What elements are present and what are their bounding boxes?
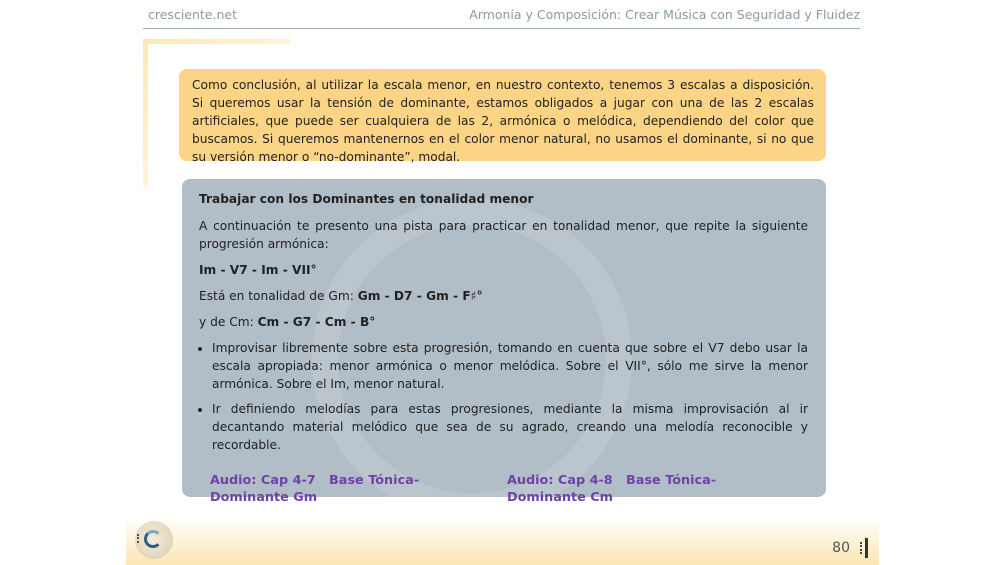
logo-swirl (144, 530, 162, 548)
gm-chords: Gm - D7 - Gm - F♯° (357, 289, 483, 303)
practice-heading: Trabajar con los Dominantes en tonalidad menor (199, 192, 534, 206)
progression: Im - V7 - Im - VII° (199, 263, 317, 277)
practice-intro: A continuación te presento una pista para practicar en tonalidad menor, que repite la siguiente progresión armónica: (199, 219, 808, 251)
decorative-corner-horizontal (143, 39, 291, 44)
decorative-corner-vertical (143, 39, 148, 187)
list-item: • Ir definiendo melodías para estas progresiones, mediante la misma improvisación al ir decantando material melódico que sea de su agrado, creando una melodía reconocible y recordable. (212, 400, 808, 454)
audio-link-gm-line1: Audio: Cap 4-7 Base Tónica- (210, 473, 420, 488)
list-item: • Improvisar libremente sobre esta progresión, tomando en cuenta que sobre el V7 debo usar la escala apropiada: menor armónica o menor melódica. Sobre el VII°, sólo me sirve la menor armónica. Sobre el Im, menor natural. (212, 339, 808, 393)
practice-box (182, 179, 826, 505)
audio-links (199, 472, 808, 512)
audio-link-cm[interactable] (507, 472, 717, 506)
page-marker-icon (860, 538, 870, 558)
audio-link-gm[interactable] (210, 472, 420, 506)
cm-line (199, 313, 808, 331)
cm-chords: Cm - G7 - Cm - B° (257, 315, 376, 329)
audio-link-cm-line1: Audio: Cap 4-8 Base Tónica- (507, 473, 717, 488)
conclusion-text: Como conclusión, al utilizar la escala menor, en nuestro contexto, tenemos 3 escalas a disposición. Si queremos usar la tensión de dominante, estamos obligados a jugar con una de las 2 escalas artificiales, que puede ser cualquiera de las 2, armónica o melódica, dependiendo del color que buscamos. Si queremos mantenernos en el color menor natural, no usamos el dominante, si no que su versión menor o “no-dominante”, modal. (192, 78, 814, 164)
page-header (143, 0, 860, 29)
cm-prefix: y de Cm: (199, 315, 258, 329)
logo-dots (137, 534, 142, 543)
practice-list (199, 339, 808, 454)
page-footer (126, 517, 879, 565)
progression-line (199, 261, 808, 279)
page-number: 80 (832, 540, 850, 556)
gm-prefix: Está en tonalidad de Gm: (199, 289, 358, 303)
gm-line (199, 287, 808, 305)
audio-link-gm-line2: Dominante Gm (210, 490, 318, 505)
site-name[interactable]: cresciente.net (148, 7, 237, 22)
audio-link-cm-line2: Dominante Cm (507, 490, 613, 505)
logo-icon (135, 521, 173, 559)
book-title: Armonía y Composición: Crear Música con Seguridad y Fluidez (469, 7, 860, 22)
conclusion-box (179, 69, 826, 164)
